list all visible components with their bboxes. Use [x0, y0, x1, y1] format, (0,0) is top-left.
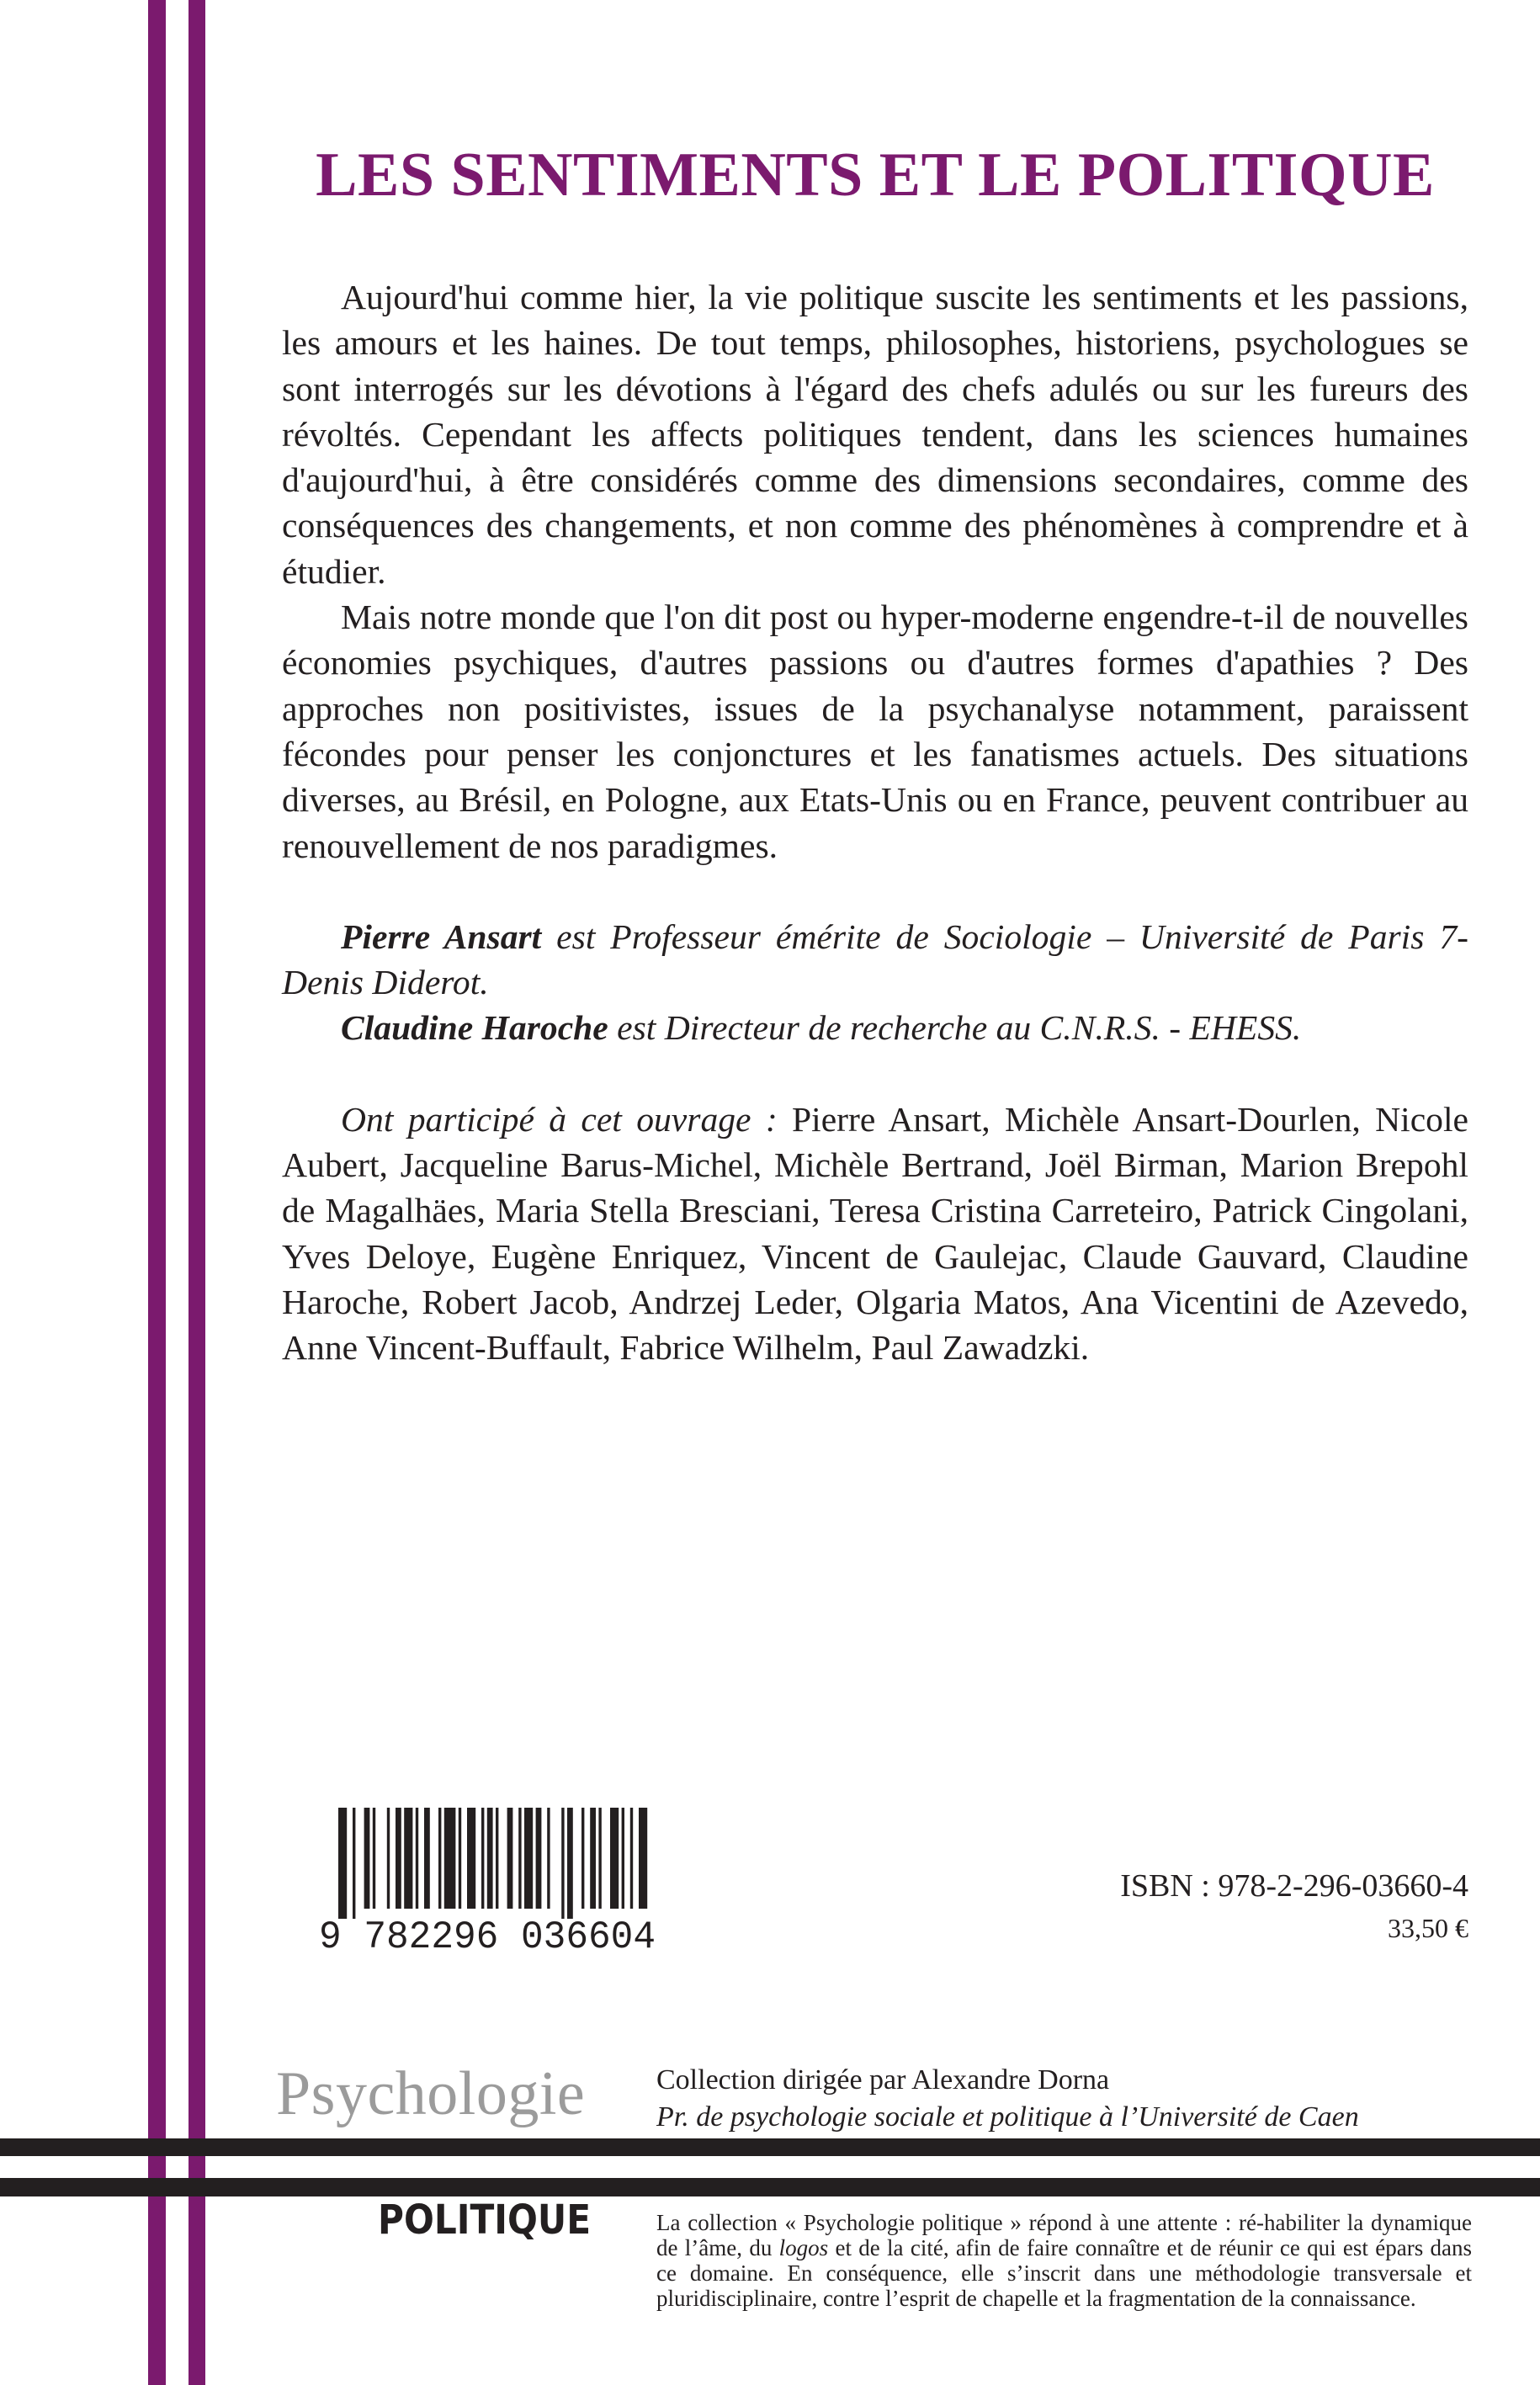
barcode-bar [536, 1808, 542, 1909]
barcode-bar [338, 1808, 347, 1919]
author-2 [282, 1005, 1468, 1050]
collection-politique-label: POLITIQUE [378, 2196, 592, 2244]
barcode-bar [507, 1808, 513, 1909]
barcode-bar [444, 1808, 456, 1909]
barcode-bar [496, 1808, 498, 1909]
barcode-bar [467, 1808, 475, 1909]
barcode-bar [524, 1808, 533, 1909]
book-title: LES SENTIMENTS ET LE POLITIQUE [316, 141, 1435, 210]
barcode-bar [481, 1808, 484, 1909]
authors-block [282, 914, 1468, 1051]
author-2-role: est Directeur de recherche au C.N.R.S. - EHESS. [608, 1008, 1302, 1048]
summary-paragraph-1: Aujourd'hui comme hier, la vie politique suscite les sentiments et les passions, les amours et les haines. De tout temps, philosophes, historiens, psychologues se sont interrogés sur les dévotions à l'égard des chefs adulés ou sur les fureurs des révoltés. Cependant les affects politiques tendent, dans les sciences humaines d'aujourd'hui, à être considérés comme des dimensions secondaires, comme des conséquences des changements, et non comme des phénomènes à comprendre et à étudier. [282, 278, 1468, 591]
collection-word: Psychologie [276, 2059, 586, 2128]
barcode-bar [567, 1808, 573, 1919]
barcode-bar [424, 1808, 430, 1909]
author-1-role: est Professeur émérite de Sociologie – Université de Paris 7-Denis Diderot. [282, 916, 1468, 1002]
barcode-bar [581, 1808, 584, 1909]
contributors-label: Ont participé à cet ouvrage : [341, 1099, 778, 1139]
right-purple-stripe [189, 0, 205, 2385]
price: 33,50 € [1388, 1913, 1468, 1943]
barcode-bar [630, 1808, 633, 1909]
barcode-bar [387, 1808, 390, 1909]
barcode-bar [353, 1808, 355, 1919]
barcode-bar [518, 1808, 521, 1909]
barcode-bar [416, 1808, 418, 1909]
contributors-names: Pierre Ansart, Michèle Ansart-Dourlen, Nicole Aubert, Jacqueline Barus-Michel, Michèle Bertrand, Joël Birman, Marion Brepohl de Magalhäes, Maria Stella Bresciani, Teresa Cristina Carreteiro, Patrick Cingolani, Yves Deloye, Eugène Enriquez, Vincent de Gaulejac, Claude Gauvard, Claudine Haroche, Robert Jacob, Andrzej Leder, Olgaria Matos, Ana Vicentini de Azevedo, Anne Vincent-Buffault, Fabrice Wilhelm, Paul Zawadzki. [282, 1099, 1468, 1368]
summary-paragraph-2: Mais notre monde que l'on dit post ou hyper-moderne engendre-t-il de nouvelles économies psychiques, d'autres passions ou d'autres formes d'apathies ? Des approches non positivistes, issues de la psychanalyse notamment, paraissent fécondes pour penser les conjonctures et les fanatismes actuels. Des situations diverses, au Brésil, en Pologne, aux Etats-Unis ou en France, peuvent contribuer au renouvellement de nos paradigmes. [282, 598, 1468, 865]
horizontal-rule-top [0, 2138, 1540, 2156]
barcode-bar [547, 1808, 550, 1909]
barcode-bar [639, 1808, 647, 1909]
left-purple-stripe [148, 0, 166, 2385]
isbn-block [1120, 1865, 1468, 1949]
collection-director-line: Collection dirigée par Alexandre Dorna [656, 2064, 1110, 2096]
isbn-number: ISBN : 978-2-296-03660-4 [1120, 1868, 1468, 1904]
author-1 [282, 914, 1468, 1006]
collection-director [656, 2062, 1359, 2136]
barcode-icon [318, 1808, 656, 1952]
barcode-digits: 9 782296 036604 [319, 1915, 656, 1952]
barcode-bar [561, 1808, 564, 1919]
barcode-bar [622, 1808, 624, 1909]
barcode-bar [364, 1808, 370, 1909]
author-2-name: Claudine Haroche [341, 1008, 608, 1048]
barcode-bar [404, 1808, 412, 1909]
barcode-bar [438, 1808, 441, 1909]
barcode-bar [610, 1808, 619, 1909]
author-1-name: Pierre Ansart [341, 916, 542, 956]
barcode-bar [459, 1808, 461, 1909]
barcode-bar [373, 1808, 375, 1909]
blurb-part-1: La collection « Psychologie politique » répond à une attente : ré-habiliter la dynamique de l’âme, du [656, 2210, 1472, 2260]
back-cover-text [282, 274, 1468, 1371]
collection-blurb [656, 2210, 1472, 2311]
contributors [282, 1097, 1468, 1371]
barcode-bar [396, 1808, 401, 1909]
horizontal-rule-bottom [0, 2178, 1540, 2196]
barcode-bar [590, 1808, 596, 1909]
blurb-logos: logos [778, 2235, 829, 2260]
barcode-bar [598, 1808, 601, 1909]
collection-director-title: Pr. de psychologie sociale et politique à l’Université de Caen [656, 2101, 1359, 2133]
blurb-part-2: et de la cité, afin de faire connaître et de réunir ce qui est épars dans ce domaine. En conséquence, elle s’inscrit dans une méthodologie transversale et pluridisciplinaire, contre l’esprit de chapelle et la fragmentation de la connaissance. [656, 2235, 1473, 2311]
barcode-bar [487, 1808, 493, 1909]
